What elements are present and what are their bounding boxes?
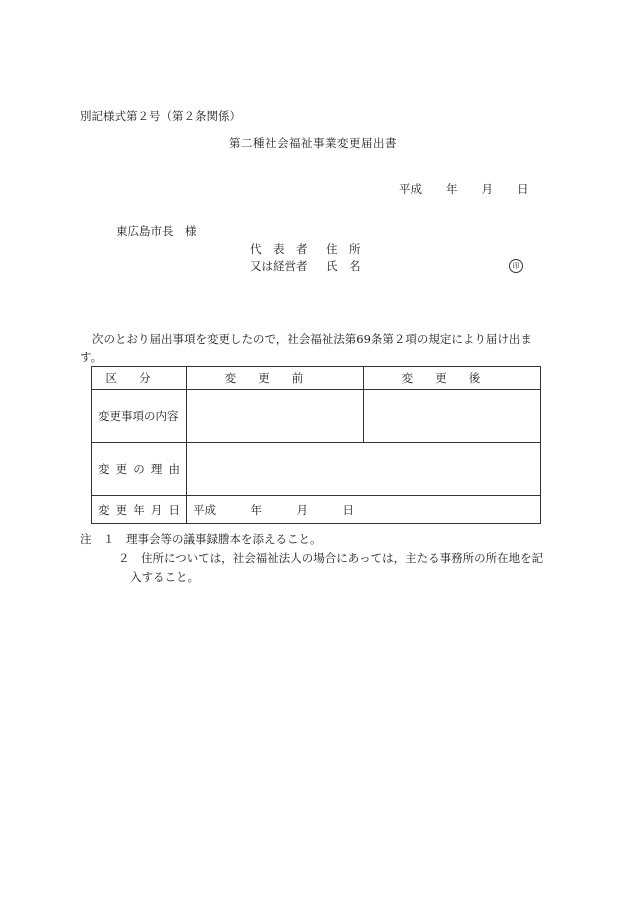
representative-label: 代 表 者 [250, 242, 308, 256]
date-era: 平成 [399, 182, 422, 196]
body-text: 次のとおり届出事項を変更したので，社会福祉法第69条第２項の規定により届け出ます。 [80, 332, 532, 364]
content-before-cell[interactable] [187, 390, 364, 443]
seal-icon: 印 [509, 259, 523, 273]
content-label: 変更事項の内容 [92, 390, 187, 443]
table-row-reason [92, 443, 541, 496]
address-label: 住 所 [326, 242, 361, 256]
date-line [399, 184, 529, 196]
addressee: 東広島市長 様 [116, 224, 197, 238]
form-reference: 別記様式第２号（第２条関係） [80, 109, 241, 123]
header-before: 変更前 [187, 367, 364, 390]
date-value[interactable]: 平成 年 月 日 [187, 496, 541, 524]
table-row-date [92, 496, 541, 524]
note-2-continued: 入すること。 [130, 570, 199, 584]
header-after: 変更後 [364, 367, 541, 390]
name-label: 氏 名 [326, 259, 361, 273]
representative-address-row [250, 244, 361, 256]
document-title: 第二種社会福祉事業変更届出書 [229, 136, 397, 150]
date-day: 日 [517, 182, 529, 196]
note-2: ２ 住所については，社会福祉法人の場合にあっては，主たる事務所の所在地を記 [118, 551, 544, 565]
note-1: 注 １ 理事会等の議事録謄本を添えること。 [80, 532, 322, 546]
table-header-row [92, 367, 541, 390]
content-after-cell[interactable] [364, 390, 541, 443]
representative-name-row [250, 261, 361, 273]
date-year: 年 [446, 182, 458, 196]
change-table [91, 366, 541, 524]
reason-label: 変更の理由 [92, 443, 187, 496]
operator-label: 又は経営者 [250, 259, 308, 273]
date-label: 変更年月日 [92, 496, 187, 524]
date-month: 月 [481, 182, 493, 196]
reason-cell[interactable] [187, 443, 541, 496]
table-row-content [92, 390, 541, 443]
header-category: 区分 [92, 367, 187, 390]
